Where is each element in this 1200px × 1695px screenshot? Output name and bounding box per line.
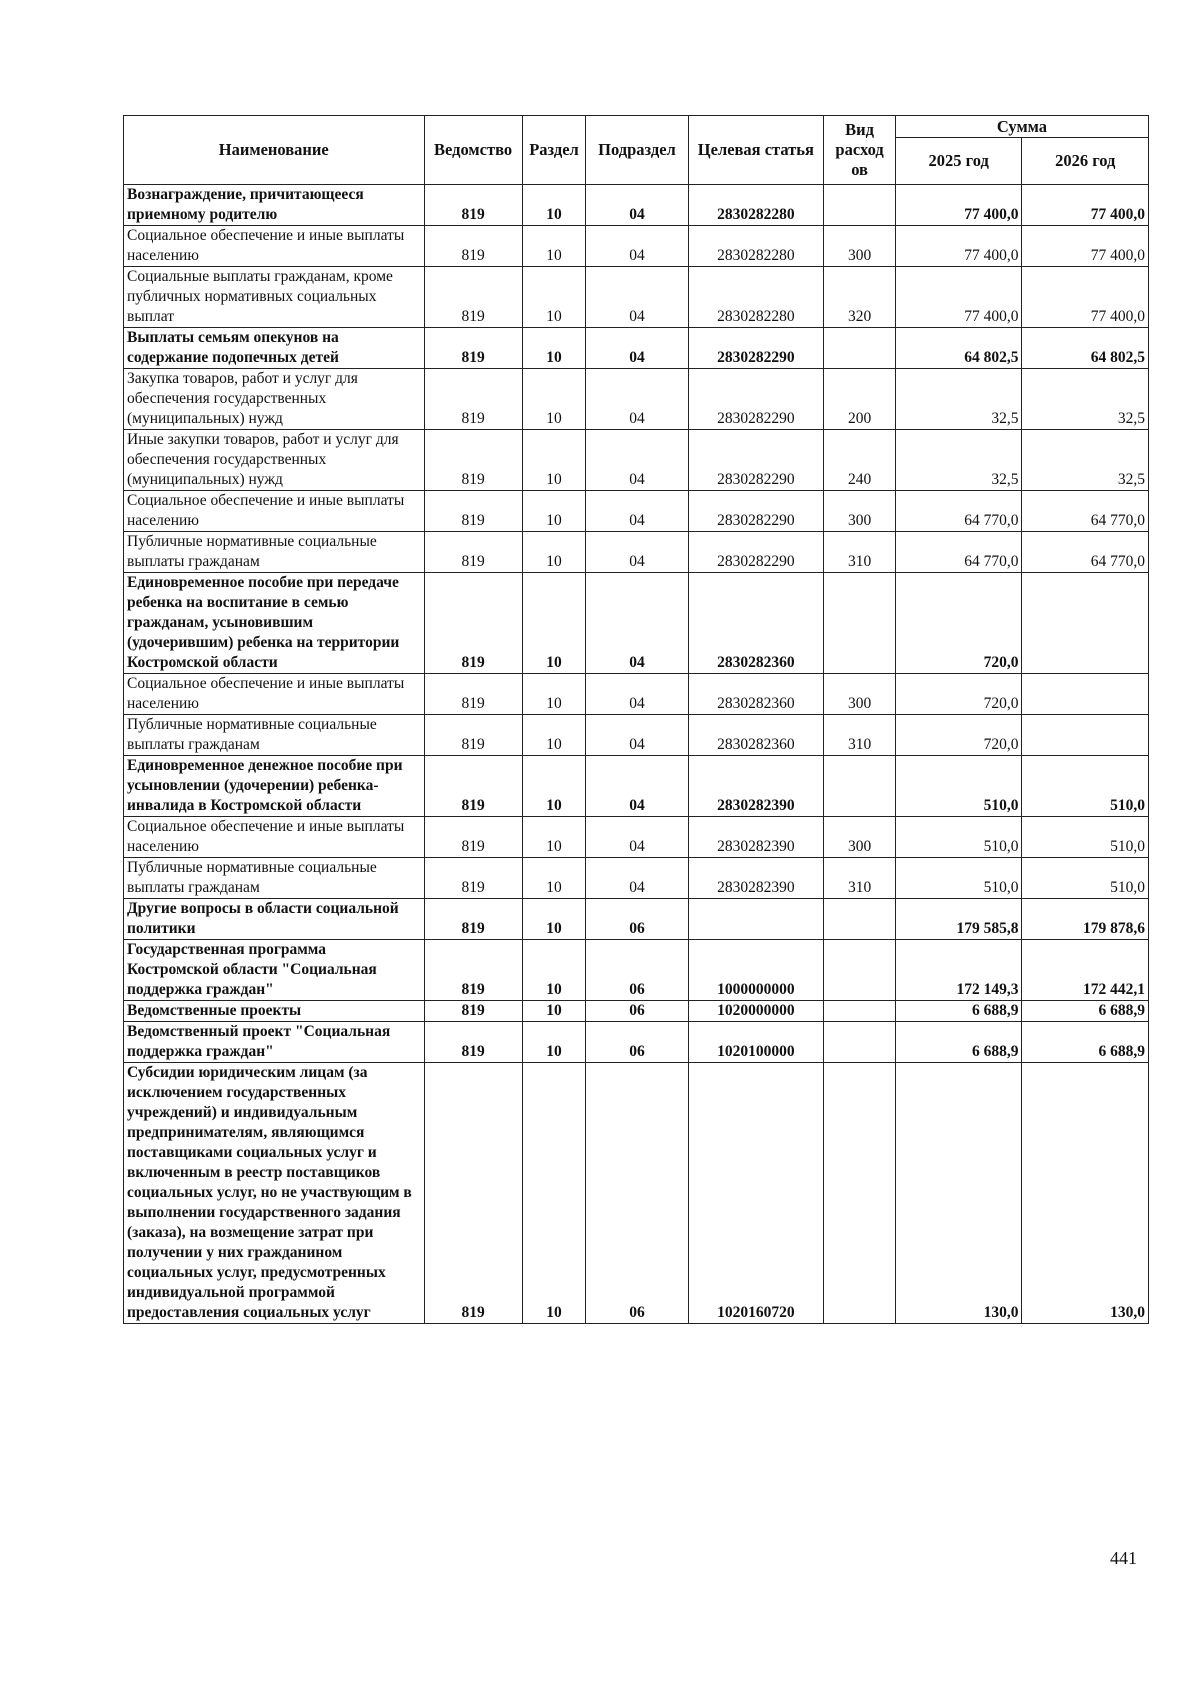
- cell-subsection: 04: [586, 430, 688, 491]
- cell-dept: 819: [424, 817, 522, 858]
- cell-target: 2830282390: [688, 858, 824, 899]
- cell-dept: 819: [424, 491, 522, 532]
- cell-kind: 320: [824, 267, 896, 328]
- cell-section: 10: [522, 715, 586, 756]
- cell-2026: 6 688,9: [1022, 1022, 1149, 1063]
- name: Социальное обеспечение и иные выплаты населению: [124, 491, 425, 532]
- name: Единовременное пособие при передаче ребенка на воспитание в семью гражданам, усыновившим (удочерившим) ребенка на территории Костромской области: [124, 573, 425, 674]
- cell-kind: 300: [824, 674, 896, 715]
- table-row: [124, 185, 1149, 226]
- cell-target: 2830282290: [688, 532, 824, 573]
- cell-2026: 32,5: [1022, 430, 1149, 491]
- name: Ведомственные проекты: [124, 1001, 425, 1022]
- cell-2025: 64 770,0: [895, 491, 1021, 532]
- header-dept: Ведомство: [424, 116, 522, 185]
- cell-target: 2830282290: [688, 430, 824, 491]
- cell-2025: 510,0: [895, 756, 1021, 817]
- cell-target: 2830282390: [688, 817, 824, 858]
- cell-2025: 6 688,9: [895, 1022, 1021, 1063]
- cell-section: 10: [522, 674, 586, 715]
- table-row: [124, 674, 1149, 715]
- cell-2025: 64 802,5: [895, 328, 1021, 369]
- cell-section: 10: [522, 756, 586, 817]
- cell-subsection: 04: [586, 226, 688, 267]
- table-row: [124, 715, 1149, 756]
- cell-2025: 720,0: [895, 715, 1021, 756]
- cell-kind: 300: [824, 817, 896, 858]
- cell-subsection: 04: [586, 267, 688, 328]
- cell-section: 10: [522, 430, 586, 491]
- cell-dept: 819: [424, 940, 522, 1001]
- name: Социальное обеспечение и иные выплаты населению: [124, 817, 425, 858]
- table-row: [124, 430, 1149, 491]
- cell-target: 2830282290: [688, 369, 824, 430]
- cell-2025: 720,0: [895, 573, 1021, 674]
- cell-kind: 310: [824, 858, 896, 899]
- name: Субсидии юридическим лицам (за исключением государственных учреждений) и индивидуальным предпринимателям, являющимся поставщиками социальных услуг и включенным в реестр поставщиков социальных услуг, но не участвующим в выполнении государственного задания (заказа), на возмещение затрат при получении у них гражданином социальных услуг, предусмотренных индивидуальной программой предоставления социальных услуг: [124, 1063, 425, 1324]
- name: Государственная программа Костромской области "Социальная поддержка граждан": [124, 940, 425, 1001]
- cell-2026: 77 400,0: [1022, 226, 1149, 267]
- cell-kind: [824, 573, 896, 674]
- name: Публичные нормативные социальные выплаты гражданам: [124, 715, 425, 756]
- cell-dept: 819: [424, 369, 522, 430]
- cell-2026: 510,0: [1022, 817, 1149, 858]
- header-name: Наименование: [124, 116, 425, 185]
- cell-subsection: 04: [586, 715, 688, 756]
- cell-section: 10: [522, 328, 586, 369]
- cell-target: 1020160720: [688, 1063, 824, 1324]
- name: Другие вопросы в области социальной политики: [124, 899, 425, 940]
- cell-2026: 6 688,9: [1022, 1001, 1149, 1022]
- cell-2025: 32,5: [895, 369, 1021, 430]
- cell-subsection: 04: [586, 185, 688, 226]
- cell-2026: 77 400,0: [1022, 267, 1149, 328]
- cell-subsection: 06: [586, 1063, 688, 1324]
- cell-kind: [824, 185, 896, 226]
- cell-dept: 819: [424, 1001, 522, 1022]
- cell-section: 10: [522, 1063, 586, 1324]
- cell-dept: 819: [424, 858, 522, 899]
- name: Иные закупки товаров, работ и услуг для обеспечения государственных (муниципальных) нужд: [124, 430, 425, 491]
- cell-section: 10: [522, 940, 586, 1001]
- table-row: [124, 369, 1149, 430]
- cell-2026: [1022, 715, 1149, 756]
- cell-subsection: 06: [586, 1001, 688, 1022]
- cell-subsection: 04: [586, 369, 688, 430]
- cell-dept: 819: [424, 328, 522, 369]
- cell-kind: [824, 328, 896, 369]
- cell-2025: 510,0: [895, 858, 1021, 899]
- cell-section: 10: [522, 1022, 586, 1063]
- cell-dept: 819: [424, 899, 522, 940]
- page-number: 441: [1110, 1548, 1137, 1568]
- cell-target: 2830282280: [688, 185, 824, 226]
- table-row: [124, 267, 1149, 328]
- cell-target: 2830282360: [688, 573, 824, 674]
- cell-target: 2830282280: [688, 267, 824, 328]
- name: Социальное обеспечение и иные выплаты населению: [124, 226, 425, 267]
- cell-dept: 819: [424, 1022, 522, 1063]
- header-subsection: Подраздел: [586, 116, 688, 185]
- cell-2026: 130,0: [1022, 1063, 1149, 1324]
- cell-2026: [1022, 674, 1149, 715]
- cell-kind: 300: [824, 491, 896, 532]
- cell-2025: 130,0: [895, 1063, 1021, 1324]
- cell-2026: [1022, 573, 1149, 674]
- cell-dept: 819: [424, 267, 522, 328]
- cell-section: 10: [522, 899, 586, 940]
- cell-section: 10: [522, 491, 586, 532]
- cell-kind: 310: [824, 532, 896, 573]
- table-row: [124, 226, 1149, 267]
- header-sum: Сумма: [895, 116, 1148, 138]
- cell-target: 1000000000: [688, 940, 824, 1001]
- cell-kind: 200: [824, 369, 896, 430]
- table-row: [124, 532, 1149, 573]
- cell-section: 10: [522, 226, 586, 267]
- name: Публичные нормативные социальные выплаты гражданам: [124, 858, 425, 899]
- cell-subsection: 06: [586, 1022, 688, 1063]
- cell-section: 10: [522, 532, 586, 573]
- table-body: [124, 185, 1149, 1324]
- name: Ведомственный проект "Социальная поддержка граждан": [124, 1022, 425, 1063]
- cell-section: 10: [522, 573, 586, 674]
- cell-subsection: 04: [586, 674, 688, 715]
- cell-dept: 819: [424, 226, 522, 267]
- header-kind: Вид расход ов: [824, 116, 896, 185]
- cell-section: 10: [522, 817, 586, 858]
- cell-2025: 64 770,0: [895, 532, 1021, 573]
- cell-subsection: 04: [586, 756, 688, 817]
- table-row: [124, 1001, 1149, 1022]
- cell-2026: 77 400,0: [1022, 185, 1149, 226]
- table-row: [124, 1022, 1149, 1063]
- table-row: [124, 328, 1149, 369]
- cell-target: 2830282360: [688, 715, 824, 756]
- table-row: [124, 573, 1149, 674]
- cell-subsection: 04: [586, 328, 688, 369]
- cell-dept: 819: [424, 430, 522, 491]
- cell-dept: 819: [424, 1063, 522, 1324]
- cell-kind: [824, 899, 896, 940]
- name: Социальные выплаты гражданам, кроме публичных нормативных социальных выплат: [124, 267, 425, 328]
- cell-dept: 819: [424, 573, 522, 674]
- name: Вознаграждение, причитающееся приемному родителю: [124, 185, 425, 226]
- cell-kind: [824, 940, 896, 1001]
- cell-2026: 64 770,0: [1022, 532, 1149, 573]
- name: Публичные нормативные социальные выплаты гражданам: [124, 532, 425, 573]
- table-row: [124, 858, 1149, 899]
- cell-target: 1020000000: [688, 1001, 824, 1022]
- cell-kind: [824, 1001, 896, 1022]
- cell-section: 10: [522, 185, 586, 226]
- cell-subsection: 06: [586, 940, 688, 1001]
- name: Единовременное денежное пособие при усыновлении (удочерении) ребенка-инвалида в Костромской области: [124, 756, 425, 817]
- cell-subsection: 04: [586, 817, 688, 858]
- header-2026: 2026 год: [1022, 138, 1149, 185]
- cell-subsection: 04: [586, 858, 688, 899]
- cell-dept: 819: [424, 756, 522, 817]
- cell-2026: 510,0: [1022, 858, 1149, 899]
- cell-2026: 64 770,0: [1022, 491, 1149, 532]
- name: Социальное обеспечение и иные выплаты населению: [124, 674, 425, 715]
- cell-2025: 32,5: [895, 430, 1021, 491]
- cell-section: 10: [522, 267, 586, 328]
- cell-target: 2830282360: [688, 674, 824, 715]
- cell-dept: 819: [424, 674, 522, 715]
- cell-2026: 172 442,1: [1022, 940, 1149, 1001]
- cell-kind: 240: [824, 430, 896, 491]
- cell-subsection: 04: [586, 491, 688, 532]
- cell-2026: 64 802,5: [1022, 328, 1149, 369]
- header-2025: 2025 год: [895, 138, 1021, 185]
- budget-table: [123, 115, 1149, 1324]
- cell-target: 1020100000: [688, 1022, 824, 1063]
- cell-2025: 510,0: [895, 817, 1021, 858]
- cell-2026: 179 878,6: [1022, 899, 1149, 940]
- cell-section: 10: [522, 1001, 586, 1022]
- cell-2025: 77 400,0: [895, 267, 1021, 328]
- cell-section: 10: [522, 858, 586, 899]
- cell-2025: 6 688,9: [895, 1001, 1021, 1022]
- name: Выплаты семьям опекунов на содержание подопечных детей: [124, 328, 425, 369]
- table-row: [124, 817, 1149, 858]
- header-section: Раздел: [522, 116, 586, 185]
- cell-dept: 819: [424, 532, 522, 573]
- header-target: Целевая статья: [688, 116, 824, 185]
- table-row: [124, 899, 1149, 940]
- cell-2026: 510,0: [1022, 756, 1149, 817]
- cell-2025: 179 585,8: [895, 899, 1021, 940]
- cell-dept: 819: [424, 185, 522, 226]
- cell-2025: 720,0: [895, 674, 1021, 715]
- cell-target: 2830282290: [688, 491, 824, 532]
- cell-kind: [824, 1022, 896, 1063]
- cell-subsection: 04: [586, 573, 688, 674]
- cell-2025: 77 400,0: [895, 185, 1021, 226]
- cell-kind: 310: [824, 715, 896, 756]
- cell-target: 2830282280: [688, 226, 824, 267]
- cell-2025: 77 400,0: [895, 226, 1021, 267]
- cell-subsection: 04: [586, 532, 688, 573]
- name: Закупка товаров, работ и услуг для обеспечения государственных (муниципальных) нужд: [124, 369, 425, 430]
- cell-kind: [824, 756, 896, 817]
- table-row: [124, 940, 1149, 1001]
- table-row: [124, 491, 1149, 532]
- cell-2026: 32,5: [1022, 369, 1149, 430]
- cell-section: 10: [522, 369, 586, 430]
- cell-target: [688, 899, 824, 940]
- cell-kind: [824, 1063, 896, 1324]
- cell-dept: 819: [424, 715, 522, 756]
- cell-kind: 300: [824, 226, 896, 267]
- cell-2025: 172 149,3: [895, 940, 1021, 1001]
- table-row: [124, 756, 1149, 817]
- table-row: [124, 1063, 1149, 1324]
- cell-target: 2830282290: [688, 328, 824, 369]
- cell-subsection: 06: [586, 899, 688, 940]
- cell-target: 2830282390: [688, 756, 824, 817]
